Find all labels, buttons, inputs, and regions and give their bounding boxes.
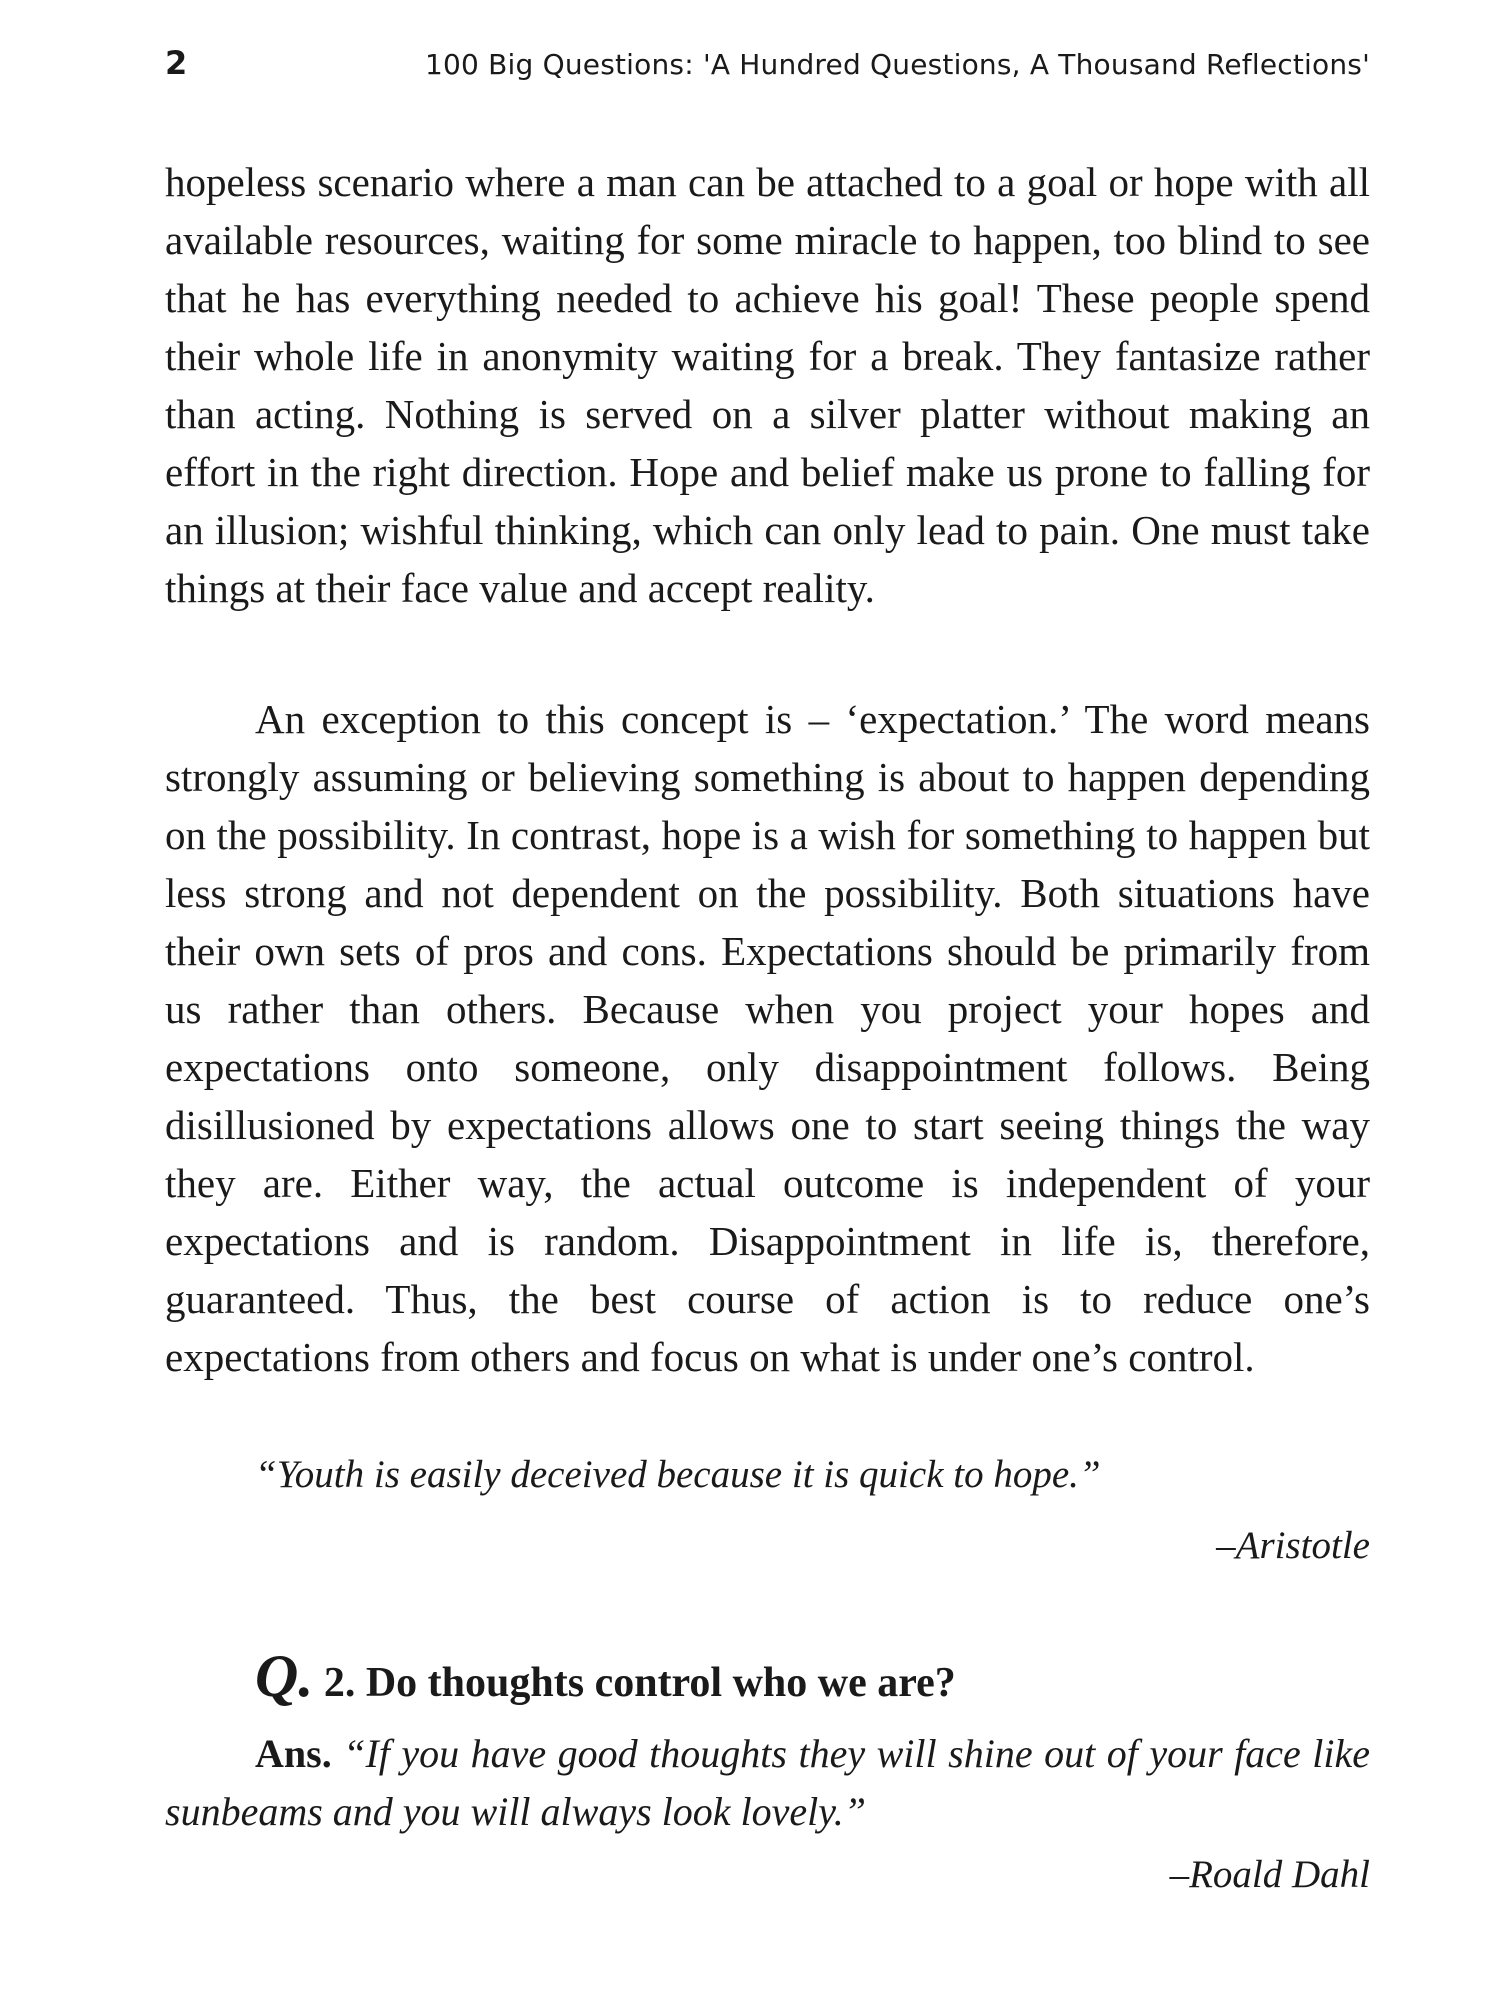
answer-paragraph <box>165 1725 1370 1841</box>
aristotle-quote: “Youth is easily deceived because it is quick to hope.” <box>255 1453 1101 1496</box>
question-text: 2. Do thoughts control who we are? <box>323 1660 956 1706</box>
running-title: 100 Big Questions: 'A Hundred Questions, A Thousand Reflections' <box>424 48 1370 81</box>
body-paragraph: An exception to this concept is – ‘expectation.’ The word means strongly assuming or believing something is about to happen depending on the possibility. In contrast, hope is a wish for something to happen but less strong and not dependent on the possibility. Both situations have their own sets of pros and cons. Expectations should be primarily from us rather than others. Because when you project your hopes and expectations onto someone, only disappointment follows. Being disillusioned by expectations allows one to start seeing things the way they are. Either way, the actual outcome is independent of your expectations and is random. Disappointment in life is, therefore, guaranteed. Thus, the best course of action is to reduce one’s expectations from others and focus on what is under one’s control. <box>165 696 1370 1380</box>
page-number: 2 <box>165 44 188 82</box>
answer-label: Ans. <box>255 1731 332 1776</box>
page-header <box>165 44 1370 94</box>
quote-attribution: –Aristotle <box>1216 1524 1370 1567</box>
question-heading <box>255 1642 956 1711</box>
answer-quote: “If you have good thoughts they will shine out of your face like sunbeams and you will always look lovely.” <box>165 1731 1371 1834</box>
question-label: Q. <box>255 1643 314 1709</box>
body-paragraph: hopeless scenario where a man can be attached to a goal or hope with all available resources, waiting for some miracle to happen, too blind to see that he has everything needed to achieve his goal! These people spend their whole life in anonymity waiting for a break. They fantasize rather than acting. Nothing is served on a silver platter without making an effort in the right direction. Hope and belief make us prone to falling for an illusion; wishful thinking, which can only lead to pain. One must take things at their face value and accept reality. <box>165 159 1370 611</box>
answer-attribution: –Roald Dahl <box>1169 1853 1370 1896</box>
